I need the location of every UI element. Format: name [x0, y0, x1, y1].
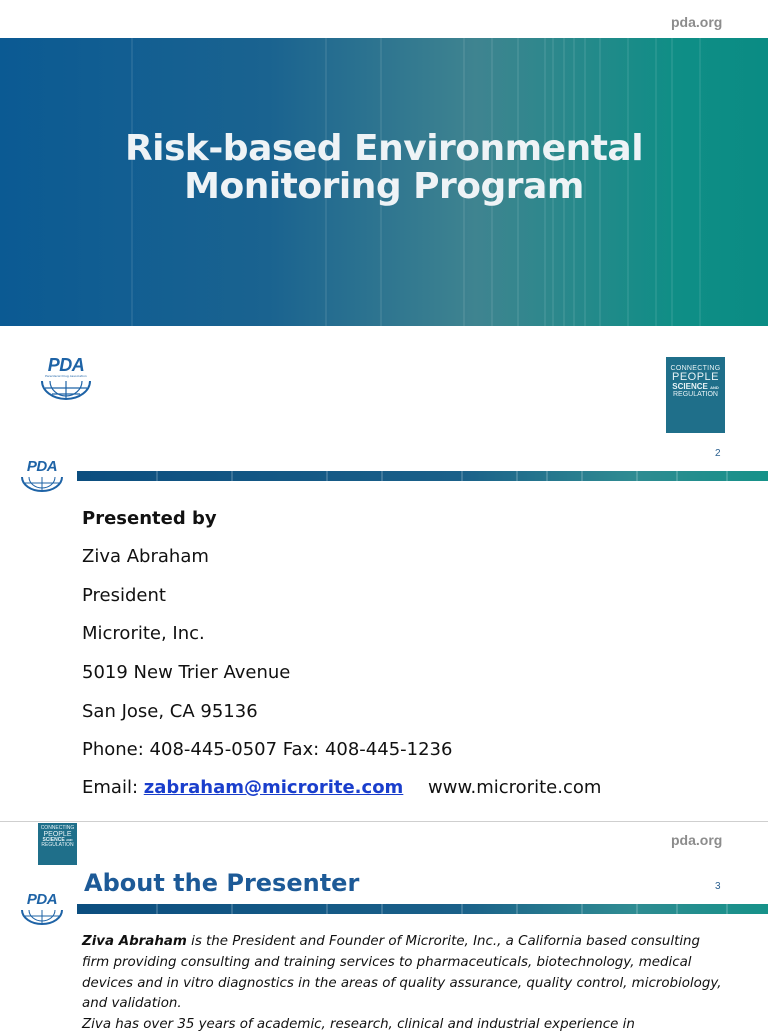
pda-logo-small-3	[20, 892, 64, 928]
site-url-2: pda.org	[671, 832, 723, 848]
pda-logo	[40, 356, 92, 400]
pda-globe-small-icon	[20, 474, 64, 492]
badge-small-line-3: SCIENCE	[42, 837, 65, 843]
badge-line-2: PEOPLE	[671, 371, 720, 383]
pda-globe-icon	[40, 378, 92, 400]
presenter-name: Ziva Abraham	[82, 546, 209, 567]
connecting-people-badge	[666, 357, 725, 433]
bio-name: Ziva Abraham	[82, 934, 187, 949]
email-line	[82, 777, 403, 798]
website-text: www.microrite.com	[428, 777, 602, 798]
presenter-bio	[82, 932, 722, 1036]
badge-small-line-1: CONNECTING	[40, 825, 75, 831]
badge-small-line-4: REGULATION	[41, 842, 74, 848]
pda-logo-tagline: Parenteral Drug Association	[45, 374, 87, 378]
badge-line-3b: AND	[710, 385, 719, 390]
badge-line-1: CONNECTING	[670, 365, 721, 372]
slide-separator	[0, 821, 768, 822]
pda-logo-text: PDA	[47, 355, 85, 375]
bio-paragraph-1	[82, 932, 722, 1015]
slide-title	[0, 130, 768, 206]
header-rule	[77, 471, 768, 481]
site-url: pda.org	[671, 14, 723, 30]
slide-title-line-1: Risk-based Environmental	[124, 128, 644, 169]
title-banner	[0, 38, 768, 326]
bio-text: is the President and Founder of Microrite, Inc., a California based consulting firm providing consulting and training services to pharmaceuticals, biotechnology, medical devices and in vitro diagnostics in the areas of quality assurance, quality control, microbiology, and validation.	[82, 934, 722, 1012]
phone-fax: Phone: 408-445-0507 Fax: 408-445-1236	[82, 739, 453, 760]
slide-title-line-2: Monitoring Program	[184, 166, 584, 207]
badge-small-line-2: PEOPLE	[43, 831, 72, 838]
pda-logo-small	[20, 459, 64, 495]
badge-line-3: SCIENCE	[672, 382, 708, 391]
connecting-people-badge-small	[38, 823, 77, 865]
page-number-3: 3	[715, 881, 721, 892]
presented-by-heading: Presented by	[82, 508, 217, 529]
pda-logo-small-text: PDA	[26, 458, 58, 475]
pda-logo-small-3-text: PDA	[26, 891, 58, 908]
email-link[interactable]: zabraham@microrite.com	[143, 777, 404, 798]
header-rule-3	[77, 904, 768, 914]
street-address: 5019 New Trier Avenue	[82, 662, 291, 683]
badge-small-line-3b: AND	[66, 838, 73, 842]
city-address: San Jose, CA 95136	[82, 701, 258, 722]
presenter-role: President	[82, 585, 166, 606]
email-label: Email:	[82, 777, 144, 798]
page-number: 2	[715, 448, 721, 459]
about-presenter-title: About the Presenter	[84, 869, 360, 897]
pda-globe-small-3-icon	[20, 907, 64, 925]
company-name: Microrite, Inc.	[82, 623, 205, 644]
bio-paragraph-2: Ziva has over 35 years of academic, research, clinical and industrial experience in	[82, 1017, 635, 1033]
badge-line-4: REGULATION	[673, 391, 718, 398]
